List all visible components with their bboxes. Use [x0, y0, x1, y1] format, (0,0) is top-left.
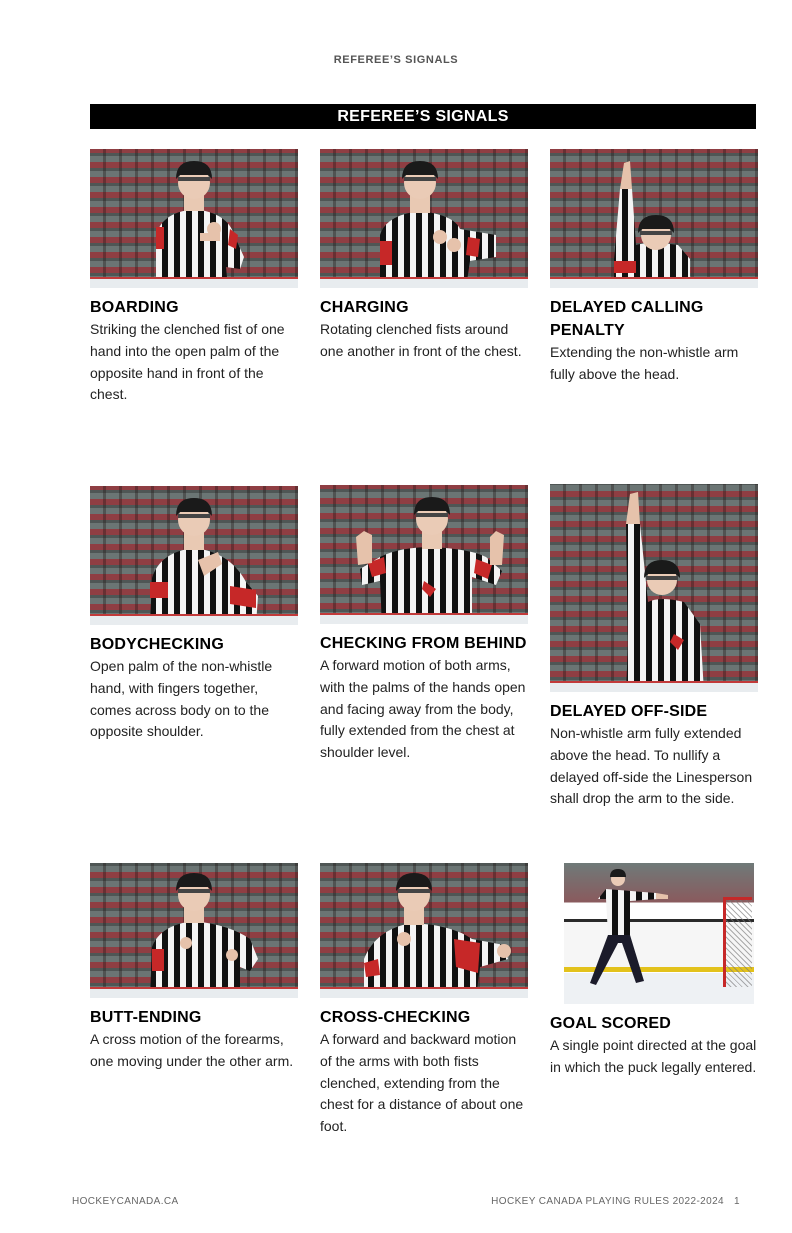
signal-butt-ending [90, 863, 298, 1073]
footer-publication [491, 1196, 740, 1207]
ice-surface [90, 614, 298, 625]
signal-description: A cross motion of the forearms, one moving under the other arm. [90, 1031, 294, 1069]
signal-cross-checking [320, 863, 528, 1138]
signal-name: DELAYED CALLING PENALTY [550, 299, 704, 339]
signal-name: CHARGING [320, 299, 409, 316]
signal-name: DELAYED OFF-SIDE [550, 703, 708, 720]
page-number: 1 [734, 1196, 740, 1207]
signal-delayed-calling-penalty [550, 149, 758, 386]
signal-delayed-off-side [550, 484, 758, 810]
referee-figure [564, 863, 754, 1004]
signal-description: A single point directed at the goal in which the puck legally entered. [550, 1037, 757, 1075]
ice-surface [320, 987, 528, 998]
referee-figure [320, 485, 528, 624]
signal-name: GOAL SCORED [550, 1015, 672, 1032]
referee-figure [320, 149, 528, 288]
signal-photo-cross-checking [320, 863, 528, 998]
signal-bodychecking [90, 486, 298, 743]
signal-photo-delayed-calling-penalty [550, 149, 758, 288]
referee-figure [90, 863, 298, 998]
ice-surface [320, 613, 528, 624]
signal-description: A forward and backward motion of the arms with both fists clenched, extending from the chest for a distance of about one foot. [320, 1031, 524, 1135]
signal-boarding [90, 149, 298, 406]
page-title-bar: REFEREE’S SIGNALS [90, 104, 756, 129]
ice-surface [550, 681, 758, 692]
signal-photo-delayed-off-side [550, 484, 758, 692]
signal-name: BODYCHECKING [90, 636, 224, 653]
ice-surface [550, 277, 758, 288]
signal-checking-from-behind [320, 485, 528, 764]
footer-website: HOCKEYCANADA.CA [72, 1196, 179, 1207]
referee-figure [550, 484, 758, 692]
referee-figure [90, 149, 298, 288]
signal-description: Non-whistle arm fully extended above the head. To nullify a delayed off-side the Linesperson shall drop the arm to the side. [550, 725, 753, 807]
signal-name: BOARDING [90, 299, 179, 316]
signal-photo-goal-scored [564, 863, 754, 1004]
signal-description: Rotating clenched fists around one another in front of the chest. [320, 321, 522, 359]
signal-charging [320, 149, 528, 363]
signal-name: CHECKING FROM BEHIND [320, 635, 527, 652]
signal-photo-checking-from-behind [320, 485, 528, 624]
referee-figure [320, 863, 528, 998]
signal-goal-scored [550, 863, 758, 1079]
signal-photo-boarding [90, 149, 298, 288]
ice-surface [90, 277, 298, 288]
ice-surface [320, 277, 528, 288]
signal-description: Extending the non-whistle arm fully above the head. [550, 344, 739, 382]
running-header: REFEREE’S SIGNALS [333, 54, 459, 66]
signal-description: Open palm of the non-whistle hand, with fingers together, comes across body on to the opposite shoulder. [90, 658, 273, 740]
referee-figure [550, 149, 758, 288]
signal-description: A forward motion of both arms, with the palms of the hands open and facing away from the body, fully extended from the chest at shoulder level. [320, 657, 526, 761]
signal-photo-bodychecking [90, 486, 298, 625]
signal-photo-charging [320, 149, 528, 288]
signal-name: CROSS-CHECKING [320, 1009, 471, 1026]
signal-name: BUTT-ENDING [90, 1009, 202, 1026]
referee-figure [90, 486, 298, 625]
signal-description: Striking the clenched fist of one hand into the open palm of the opposite hand in front of the chest. [90, 321, 285, 403]
signal-photo-butt-ending [90, 863, 298, 998]
footer-publication-title: HOCKEY CANADA PLAYING RULES 2022-2024 [491, 1196, 725, 1207]
ice-surface [90, 987, 298, 998]
